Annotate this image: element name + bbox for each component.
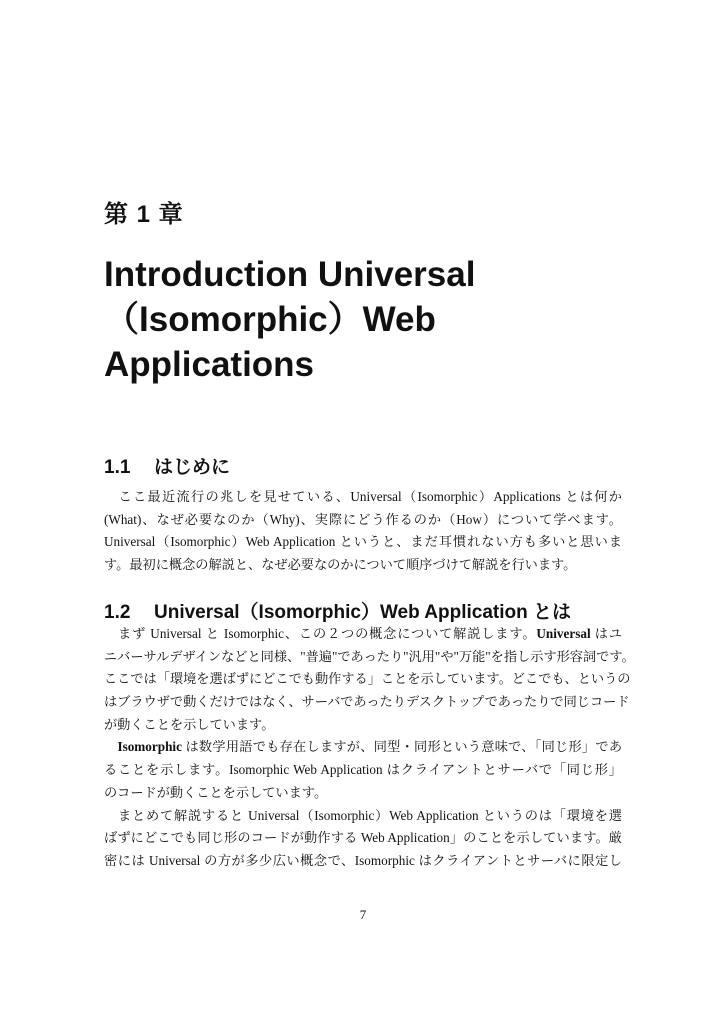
text-run: はブラウザで動くだけではなく、サーバであったりデスクトップであったりで同じコード xyxy=(104,694,630,710)
text-run: ることを示します。Isomorphic Web Application はクライアントとサーバで「同じ形」 xyxy=(104,762,622,778)
section-1-1-body xyxy=(104,486,622,577)
text-line xyxy=(104,714,622,737)
text-line xyxy=(104,850,622,873)
text-line xyxy=(104,805,622,828)
section-heading-1-2 xyxy=(104,597,571,624)
chapter-title-line: Applications xyxy=(104,345,315,384)
text-run: はユ xyxy=(590,626,623,641)
text-line xyxy=(104,782,622,805)
section-number: 1.2 xyxy=(104,602,131,623)
text-run: まず Universal と Isomorphic、この２つの概念について解説します。 xyxy=(104,626,537,641)
text-run: まとめて解説すると Universal（Isomorphic）Web Application というのは「環境を選 xyxy=(104,807,622,823)
text-run: は数学用語でも存在しますが、同型・同形という意味で、「同じ形」であ xyxy=(181,739,623,755)
text-run: ニバーサルデザインなどと同様、"普遍"であったり"汎用"や"万能"を指し示す形容詞です。 xyxy=(104,648,635,664)
text-run: ここでは「環境を選ばずにどこでも動作する」ことを示しています。どこでも、というの xyxy=(104,671,631,687)
text-line xyxy=(104,623,622,646)
text-run: のコードが動くことを示しています。 xyxy=(104,784,328,800)
section-number: 1.1 xyxy=(104,457,131,478)
bold-term: Isomorphic xyxy=(117,739,182,755)
text-line xyxy=(104,646,635,669)
chapter-title-line: Introduction Universal xyxy=(104,255,476,294)
chapter-label: 第 1 章 xyxy=(104,201,184,228)
text-line: ここ最近流行の兆しを見せている、Universal（Isomorphic）Applications とは何か xyxy=(104,489,622,504)
section-title: Universal（Isomorphic）Web Application とは xyxy=(154,602,572,623)
text-run: ばずにどこでも同じ形のコードが動作する Web Application」のことを示しています。厳 xyxy=(104,830,622,846)
text-line xyxy=(104,691,630,714)
bold-term: Universal xyxy=(536,626,591,641)
text-run: 密には Universal の方が多少広い概念で、Isomorphic はクライアントとサーバに限定し xyxy=(104,852,622,868)
page-number: 7 xyxy=(359,907,367,922)
section-1-2-body xyxy=(104,623,635,873)
text-line xyxy=(104,827,622,850)
chapter-title xyxy=(104,252,622,387)
section-title: はじめに xyxy=(154,457,231,478)
text-line: (What)、なぜ必要なのか（Why)、実際にどう作るのか（How）について学べます。 xyxy=(104,511,622,527)
text-run: が動くことを示しています。 xyxy=(104,716,275,732)
text-line: す。最初に概念の解説と、なぜ必要なのかについて順序づけて解説を行います。 xyxy=(104,557,577,573)
chapter-title-line: （Isomorphic）Web xyxy=(104,300,436,339)
text-line xyxy=(104,759,622,782)
text-line xyxy=(104,668,631,691)
text-run xyxy=(104,739,117,754)
text-line: Universal（Isomorphic）Web Application というと、まだ耳慣れない方も多いと思いま xyxy=(104,534,622,550)
section-heading-1-1 xyxy=(104,452,230,479)
text-line xyxy=(104,736,622,759)
